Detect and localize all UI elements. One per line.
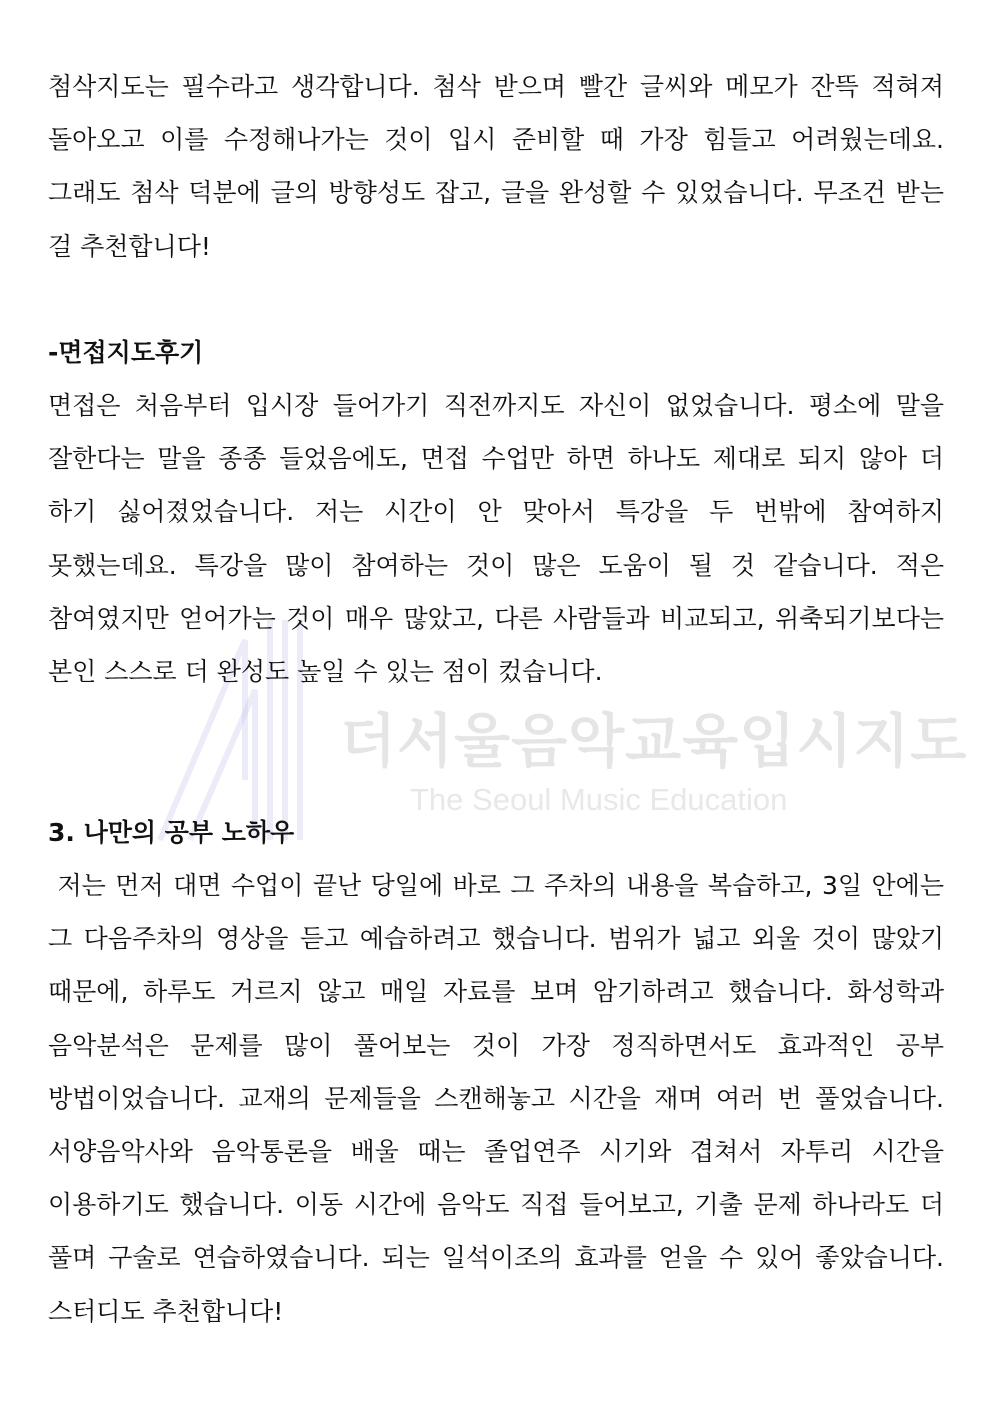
- section-heading-study-tips: 3. 나만의 공부 노하우: [48, 818, 295, 847]
- paragraph-correction: 첨삭지도는 필수라고 생각합니다. 첨삭 받으며 빨간 글씨와 메모가 잔뜩 적혀져 돌아오고 이를 수정해나가는 것이 입시 준비할 때 가장 힘들고 어려웠는데요. 그래도 첨삭 덕분에 글의 방향성도 잡고, 글을 완성할 수 있었습니다. 무조건 받는 걸 추천합니다!: [48, 72, 944, 261]
- watermark-title: 더서울음악교육입시지도: [340, 707, 968, 775]
- section-heading-interview: -면접지도후기: [48, 338, 204, 367]
- paragraph-study-tips: 저는 먼저 대면 수업이 끝난 당일에 바로 그 주차의 내용을 복습하고, 3일 안에는 그 다음주차의 영상을 듣고 예습하려고 했습니다. 범위가 넓고 외울 것이 많았기 때문에, 하루도 거르지 않고 매일 자료를 보며 암기하려고 했습니다. 화성학과 음악분석은 문제를 많이 풀어보는 것이 가장 정직하면서도 효과적인 공부 방법이었습니다. 교재의 문제들을 스캔해놓고 시간을 재며 여러 번 풀었습니다. 서양음악사와 음악통론을 배울 때는 졸업연주 시기와 겹쳐서 자투리 시간을 이용하기도 했습니다. 이동 시간에 음악도 직접 들어보고, 기출 문제 하나라도 더 풀며 구술로 연습하였습니다. 되는 일석이조의 효과를 얻을 수 있어 좋았습니다. 스터디도 추천합니다!: [48, 871, 952, 1326]
- paragraph-interview: 면접은 처음부터 입시장 들어가기 직전까지도 자신이 없었습니다. 평소에 말을 잘한다는 말을 종종 들었음에도, 면접 수업만 하면 하나도 제대로 되지 않아 더 하기 싫어졌었습니다. 저는 시간이 안 맞아서 특강을 두 번밖에 참여하지 못했는데요. 특강을 많이 참여하는 것이 많은 도움이 될 것 같습니다. 적은 참여였지만 얻어가는 것이 매우 많았고, 다른 사람들과 비교되고, 위축되기보다는 본인 스스로 더 완성도 높일 수 있는 점이 컸습니다.: [48, 391, 944, 687]
- watermark-subtitle: The Seoul Music Education: [410, 782, 788, 817]
